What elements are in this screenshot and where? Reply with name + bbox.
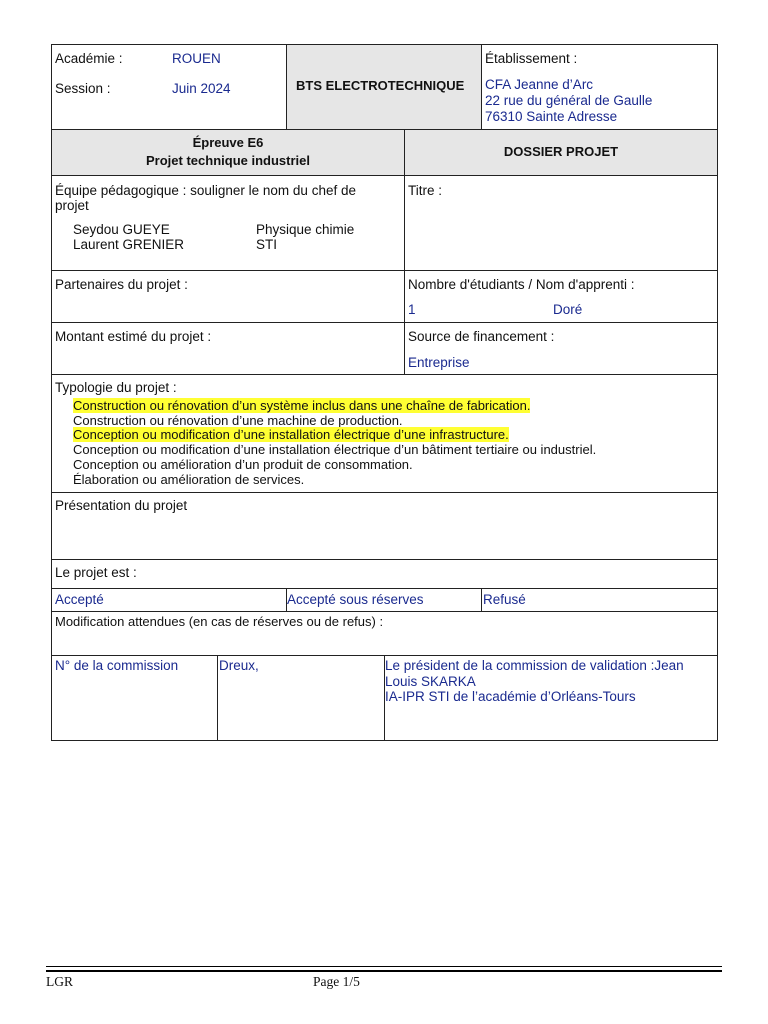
titre-cell [404, 175, 718, 271]
equipe-label [55, 183, 356, 213]
president-line: IA-IPR STI de l’académie d’Orléans-Tours [385, 689, 636, 704]
titre-label: Titre : [408, 183, 443, 198]
commission-president [385, 658, 684, 705]
typologie-item [73, 473, 596, 488]
typologie-item-text: Conception ou amélioration d’un produit de consommation. [73, 456, 413, 472]
partenaires-label: Partenaires du projet : [55, 277, 188, 292]
session-value: Juin 2024 [172, 81, 231, 96]
financement-value: Entreprise [408, 355, 470, 370]
refuse-option[interactable]: Refusé [483, 592, 526, 607]
academie-label: Académie : [55, 51, 123, 66]
academie-value: ROUEN [172, 51, 221, 66]
decision-label: Le projet est : [55, 565, 137, 580]
typologie-item [73, 399, 596, 414]
typologie-item [73, 414, 596, 429]
etablissement-line: 22 rue du général de Gaulle [485, 93, 653, 108]
decision-label-cell [51, 559, 718, 589]
member-subject: STI [256, 237, 278, 252]
footer-rule-bottom [46, 970, 722, 972]
president-line: Le président de la commission de validation :Jean [385, 658, 684, 673]
typologie-item-text: Conception ou modification d’une installation électrique d’un bâtiment tertiaire ou industriel. [73, 442, 597, 458]
etablissement-line: CFA Jeanne d’Arc [485, 77, 594, 92]
dossier-title: DOSSIER PROJET [503, 144, 619, 159]
footer-rule-top [46, 966, 722, 967]
epreuve-line2: Projet technique industriel [146, 153, 310, 168]
accepte-reserves-option[interactable]: Accepté sous réserves [287, 592, 424, 607]
typologie-list [73, 399, 596, 487]
typologie-label: Typologie du projet : [55, 380, 177, 395]
accepte-option[interactable]: Accepté [55, 592, 104, 607]
financement-label: Source de financement : [408, 329, 555, 344]
equipe-label-line2: projet [55, 198, 89, 213]
member-name: Laurent GRENIER [73, 237, 185, 252]
equipe-label-line1: Équipe pédagogique : souligner le nom du chef de [55, 183, 356, 198]
commission-lieu: Dreux, [219, 658, 259, 673]
typologie-item-text: Construction ou rénovation d’une machine de production. [73, 412, 403, 428]
typologie-item-text: Élaboration ou amélioration de services. [73, 471, 305, 487]
etablissement-label: Établissement : [485, 51, 578, 66]
footer-page-number: Page 1/5 [313, 974, 360, 989]
students-count: 1 [408, 302, 416, 317]
typologie-item [73, 458, 596, 473]
apprentice-name: Doré [553, 302, 583, 317]
member-subject: Physique chimie [256, 222, 355, 237]
session-label: Session : [55, 81, 111, 96]
diploma-title: BTS ELECTROTECHNIQUE [296, 78, 465, 93]
epreuve-title [51, 134, 405, 170]
typologie-item-text: Construction ou rénovation d’un système inclus dans une chaîne de fabrication. [73, 398, 531, 413]
typologie-item-text: Conception ou modification d’une installation électrique d’une infrastructure. [73, 427, 509, 443]
students-label: Nombre d'étudiants / Nom d'apprenti : [408, 277, 635, 292]
typologie-item [73, 443, 596, 458]
montant-label: Montant estimé du projet : [55, 329, 212, 344]
epreuve-line1: Épreuve E6 [192, 135, 264, 150]
president-line: Louis SKARKA [385, 673, 476, 689]
presentation-label: Présentation du projet [55, 498, 188, 513]
etablissement-line: 76310 Sainte Adresse [485, 109, 618, 124]
typologie-item [73, 428, 596, 443]
commission-numero-label: N° de la commission [55, 658, 179, 673]
member-name: Seydou GUEYE [73, 222, 170, 237]
etablissement-address [485, 77, 652, 125]
footer-left: LGR [46, 974, 73, 989]
modification-label: Modification attendues (en cas de réserves ou de refus) : [55, 614, 384, 629]
